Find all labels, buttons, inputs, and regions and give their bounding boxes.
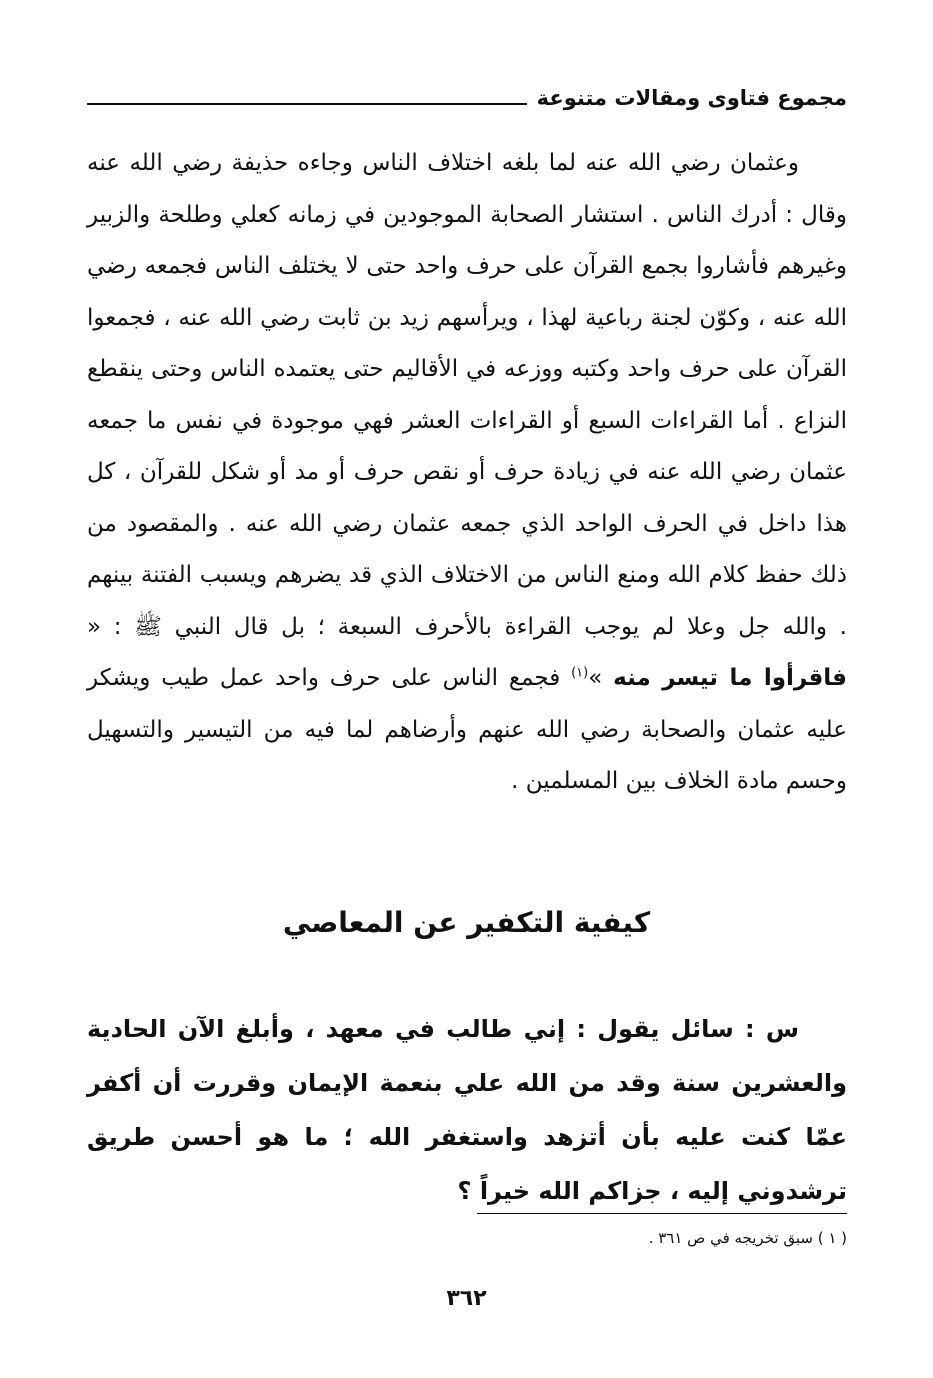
page-number: ٣٦٢	[446, 1286, 487, 1311]
section-heading: كيفية التكفير عن المعاصي	[282, 906, 651, 939]
body-paragraph	[87, 138, 847, 808]
question-text: س : سائل يقول : إني طالب في معهد ، وأبلغ الآن الحادية والعشرين سنة وقد من الله علي بنعمة الإيمان وقررت أن أكفر عمّا كنت عليه بأن أتزهد واستغفر الله ؛ ما هو أحسن طريق ترشدوني إليه ، جزاكم الله خيراً ؟	[87, 1015, 847, 1205]
running-title: مجموع فتاوى ومقالات متنوعة	[536, 86, 847, 110]
body-rest: فجمع الناس على حرف واحد عمل طيب ويشكر عليه عثمان والصحابة رضي الله عنهم وأرضاهم لما فيه من التيسير والتسهيل وحسم مادة الخلاف بين المسلمين .	[87, 665, 847, 794]
header-rule	[87, 103, 527, 105]
footnote-reference: (١)	[571, 665, 589, 681]
quote-close: »	[588, 665, 614, 691]
question-paragraph	[87, 1002, 847, 1218]
body-intro: وعثمان رضي الله عنه لما بلغه اختلاف الناس وجاءه حذيفة رضي الله عنه وقال : أدرك الناس . استشار الصحابة الموجودين في زمانه كعلي وطلحة والزبير وغيرهم فأشاروا بجمع القرآن على حرف واحد حتى لا يختلف الناس فجمعه رضي الله عنه ، وكوّن لجنة رباعية لهذا ، ويرأسهم زيد بن ثابت رضي الله عنه ، فجمعوا القرآن على حرف واحد وكتبه ووزعه في الأقاليم حتى يعتمده الناس وحتى ينقطع النزاع . أما القراءات السبع أو القراءات العشر فهي موجودة في نفس ما جمعه عثمان رضي الله عنه في زيادة حرف أو نقص حرف أو مد أو شكل للقرآن ، كل هذا داخل في الحرف الواحد الذي جمعه عثمان رضي الله عنه . والمقصود من ذلك حفظ كلام الله ومنع الناس من الاختلاف الذي قد يضرهم ويسبب الفتنة بينهم . والله جل وعلا لم يوجب القراءة بالأحرف السبعة ؛ بل قال النبي ﷺ : «	[87, 150, 847, 640]
hadith-quote: فاقرأوا ما تيسر منه	[613, 665, 847, 691]
footnote-rule	[477, 1213, 847, 1214]
footnote: ( ١ ) سبق تخريجه في ص ٣٦١ .	[648, 1229, 847, 1247]
running-header	[87, 78, 847, 118]
